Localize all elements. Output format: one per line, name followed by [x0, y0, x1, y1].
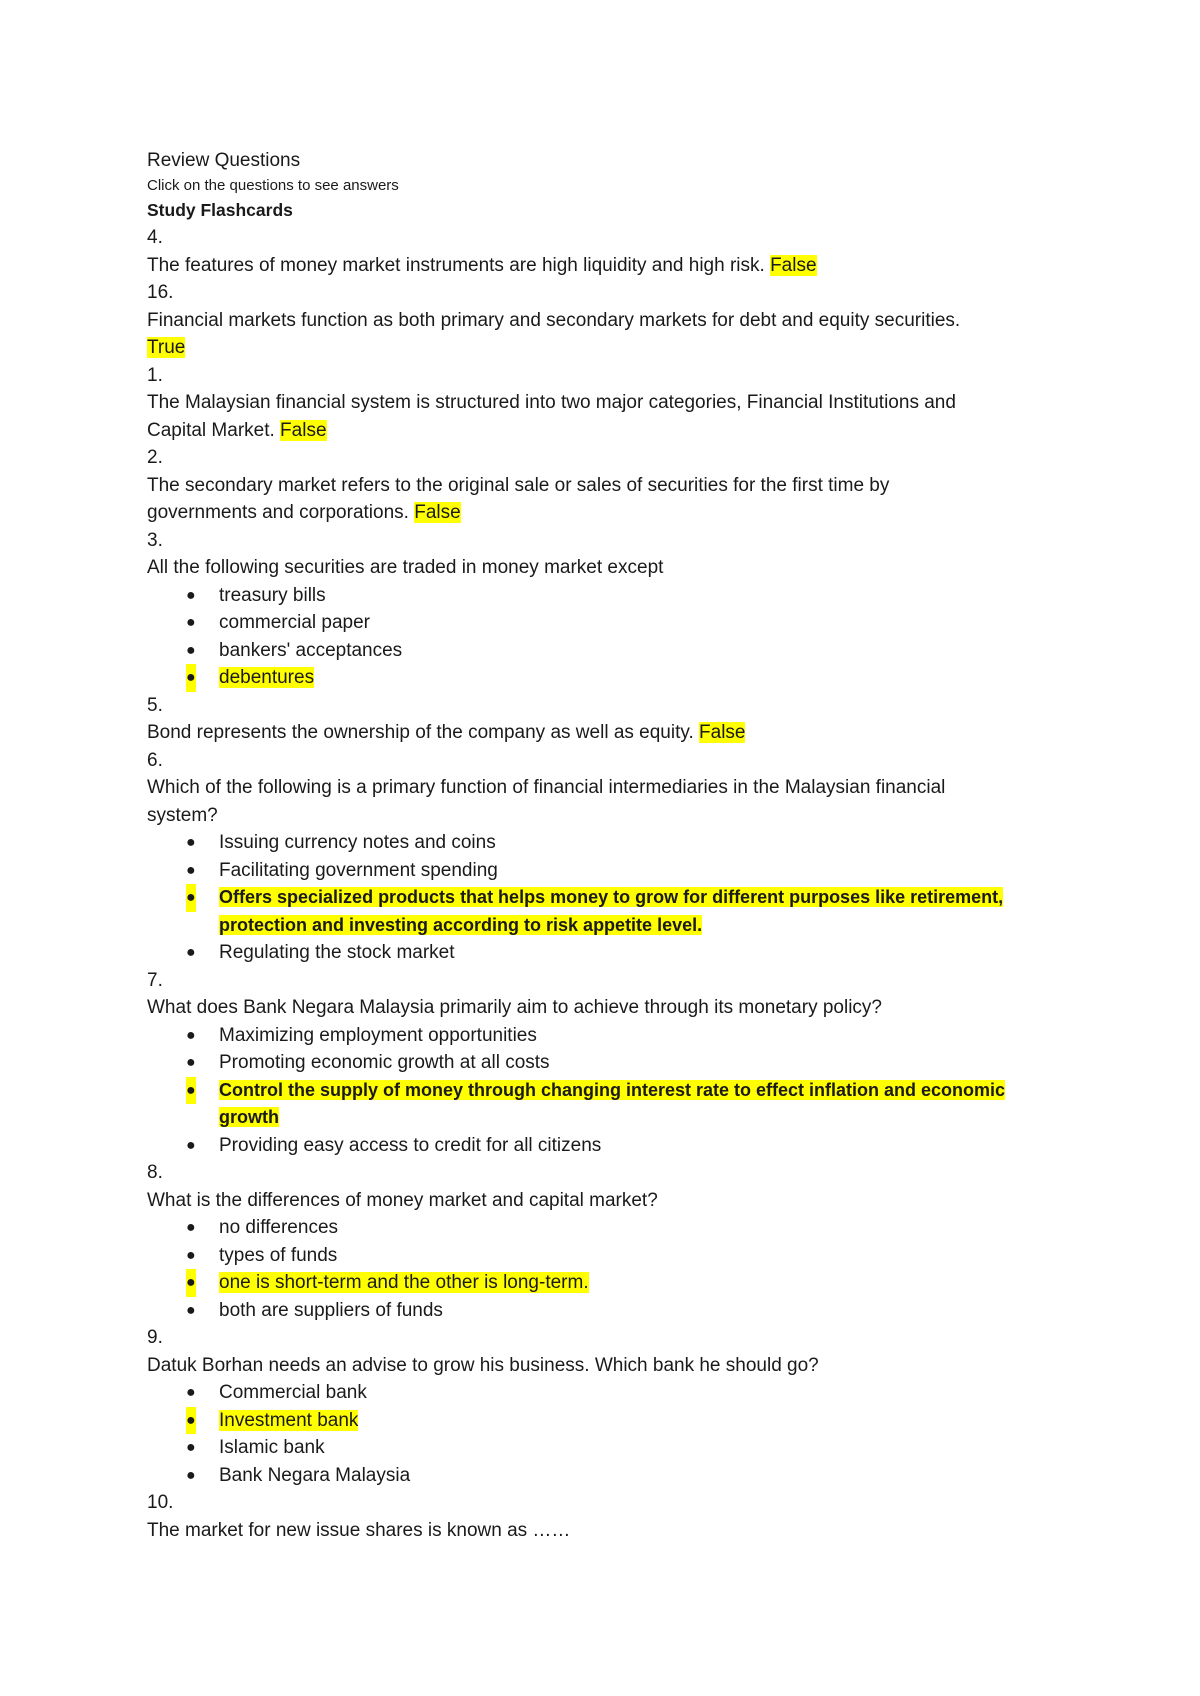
question-text[interactable] [147, 252, 1067, 280]
option-item[interactable] [147, 1049, 1067, 1077]
options-list [147, 1214, 1067, 1324]
question-number: 1. [147, 364, 163, 386]
option-item[interactable] [147, 1379, 1067, 1407]
question-text[interactable] [147, 472, 947, 527]
page-subtitle: Click on the questions to see answers [147, 176, 399, 194]
question-number: 9. [147, 1327, 163, 1348]
option-item-correct[interactable] [147, 1407, 1067, 1435]
bullet-icon: ● [186, 664, 196, 692]
question-number: 5. [147, 694, 163, 716]
bullet-icon: ● [186, 1136, 196, 1154]
option-item-correct[interactable] [147, 664, 1067, 692]
question-text-body: The Malaysian financial system is structured into two major categories, Financial Institutions and Capital Market. [147, 392, 956, 441]
question-text[interactable]: Which of the following is a primary function of financial intermediaries in the Malaysian financial system? [147, 777, 946, 826]
question-text[interactable]: All the following securities are traded in money market except [147, 557, 664, 578]
bullet-icon: ● [186, 1077, 196, 1105]
bullet-icon: ● [186, 1407, 196, 1435]
answer-line [147, 334, 1067, 362]
bullet-icon: ● [186, 1301, 196, 1319]
option-text: commercial paper [219, 612, 370, 633]
option-text: Investment bank [219, 1409, 359, 1431]
options-list [147, 582, 1067, 692]
answer-highlight: False [770, 254, 817, 276]
answer-highlight: True [147, 337, 186, 358]
bullet-icon: ● [186, 1246, 196, 1264]
question-number: 3. [147, 529, 163, 551]
question-text-body: Financial markets function as both primary and secondary markets for debt and equity securities. [147, 309, 961, 331]
question-text[interactable]: Datuk Borhan needs an advise to grow his business. Which bank he should go? [147, 1354, 819, 1376]
bullet-icon: ● [186, 861, 196, 879]
option-item[interactable] [147, 1022, 1067, 1050]
option-text: Maximizing employment opportunities [219, 1024, 537, 1046]
option-item[interactable] [147, 1297, 1067, 1325]
question-text-body: Bond represents the ownership of the company as well as equity. [147, 722, 694, 743]
option-text: debentures [219, 667, 315, 688]
question-number: 2. [147, 447, 163, 468]
question-number: 8. [147, 1162, 163, 1183]
study-flashcards-link[interactable]: Study Flashcards [147, 199, 293, 220]
bullet-icon: ● [186, 1439, 196, 1456]
bullet-icon: ● [186, 884, 196, 912]
options-list [147, 1022, 1067, 1160]
question-text[interactable] [147, 389, 967, 444]
option-text: no differences [219, 1217, 339, 1238]
options-list [147, 1379, 1067, 1489]
answer-highlight: False [280, 419, 327, 441]
option-text: Bank Negara Malaysia [219, 1464, 411, 1486]
option-item-correct[interactable] [147, 884, 1017, 939]
option-text: types of funds [219, 1244, 338, 1266]
document-body [147, 147, 1067, 1544]
option-item[interactable] [147, 1434, 1067, 1462]
option-text: both are suppliers of funds [219, 1299, 443, 1321]
option-item[interactable] [147, 1132, 1067, 1160]
option-text: Islamic bank [219, 1437, 325, 1458]
option-text: Commercial bank [219, 1382, 367, 1403]
option-item[interactable] [147, 1242, 1067, 1270]
answer-highlight: False [414, 502, 461, 523]
option-item[interactable] [147, 609, 1067, 637]
option-text: Issuing currency notes and coins [219, 832, 496, 853]
bullet-icon: ● [186, 944, 196, 961]
option-item[interactable] [147, 637, 1067, 665]
options-list [147, 829, 1067, 967]
question-text[interactable] [147, 307, 1067, 335]
question-text-body: The secondary market refers to the original sale or sales of securities for the first time by governments and corporations. [147, 474, 890, 523]
option-item[interactable] [147, 1214, 1067, 1242]
option-text: treasury bills [219, 584, 326, 606]
question-number: 7. [147, 969, 163, 991]
answer-highlight: False [699, 722, 746, 743]
bullet-icon: ● [186, 1466, 196, 1484]
option-item[interactable] [147, 1462, 1067, 1490]
bullet-icon: ● [186, 1269, 196, 1297]
option-item[interactable] [147, 857, 1067, 885]
option-text: one is short-term and the other is long-term. [219, 1272, 589, 1293]
option-text: Facilitating government spending [219, 859, 498, 881]
bullet-icon: ● [186, 834, 196, 851]
bullet-icon: ● [186, 641, 196, 659]
option-item[interactable] [147, 829, 1067, 857]
question-number: 6. [147, 749, 163, 771]
option-text: bankers' acceptances [219, 639, 403, 661]
question-text[interactable] [147, 719, 1067, 747]
option-text: Control the supply of money through changing interest rate to effect inflation and economic growth [219, 1079, 1006, 1127]
bullet-icon: ● [186, 1026, 196, 1044]
option-text: Providing easy access to credit for all citizens [219, 1134, 602, 1156]
question-text[interactable]: What does Bank Negara Malaysia primarily aim to achieve through its monetary policy? [147, 997, 882, 1018]
option-item[interactable] [147, 939, 1067, 967]
bullet-icon: ● [186, 614, 196, 631]
page-title: Review Questions [147, 150, 301, 171]
option-text: Regulating the stock market [219, 942, 455, 963]
bullet-icon: ● [186, 1219, 196, 1236]
question-text-body: The features of money market instruments are high liquidity and high risk. [147, 254, 765, 276]
bullet-icon: ● [186, 1384, 196, 1401]
option-item-correct[interactable] [147, 1269, 1067, 1297]
bullet-icon: ● [186, 586, 196, 604]
question-number: 4. [147, 227, 163, 248]
option-item-correct[interactable] [147, 1077, 1019, 1132]
option-text: Offers specialized products that helps money to grow for different purposes like retirement, protection and investing according to risk appetite level. [219, 887, 1004, 935]
question-number: 10. [147, 1492, 174, 1513]
option-item[interactable] [147, 582, 1067, 610]
question-number: 16. [147, 282, 174, 303]
question-text[interactable]: What is the differences of money market and capital market? [147, 1189, 658, 1211]
option-text: Promoting economic growth at all costs [219, 1052, 550, 1073]
question-text[interactable]: The market for new issue shares is known as …… [147, 1519, 571, 1541]
bullet-icon: ● [186, 1054, 196, 1071]
